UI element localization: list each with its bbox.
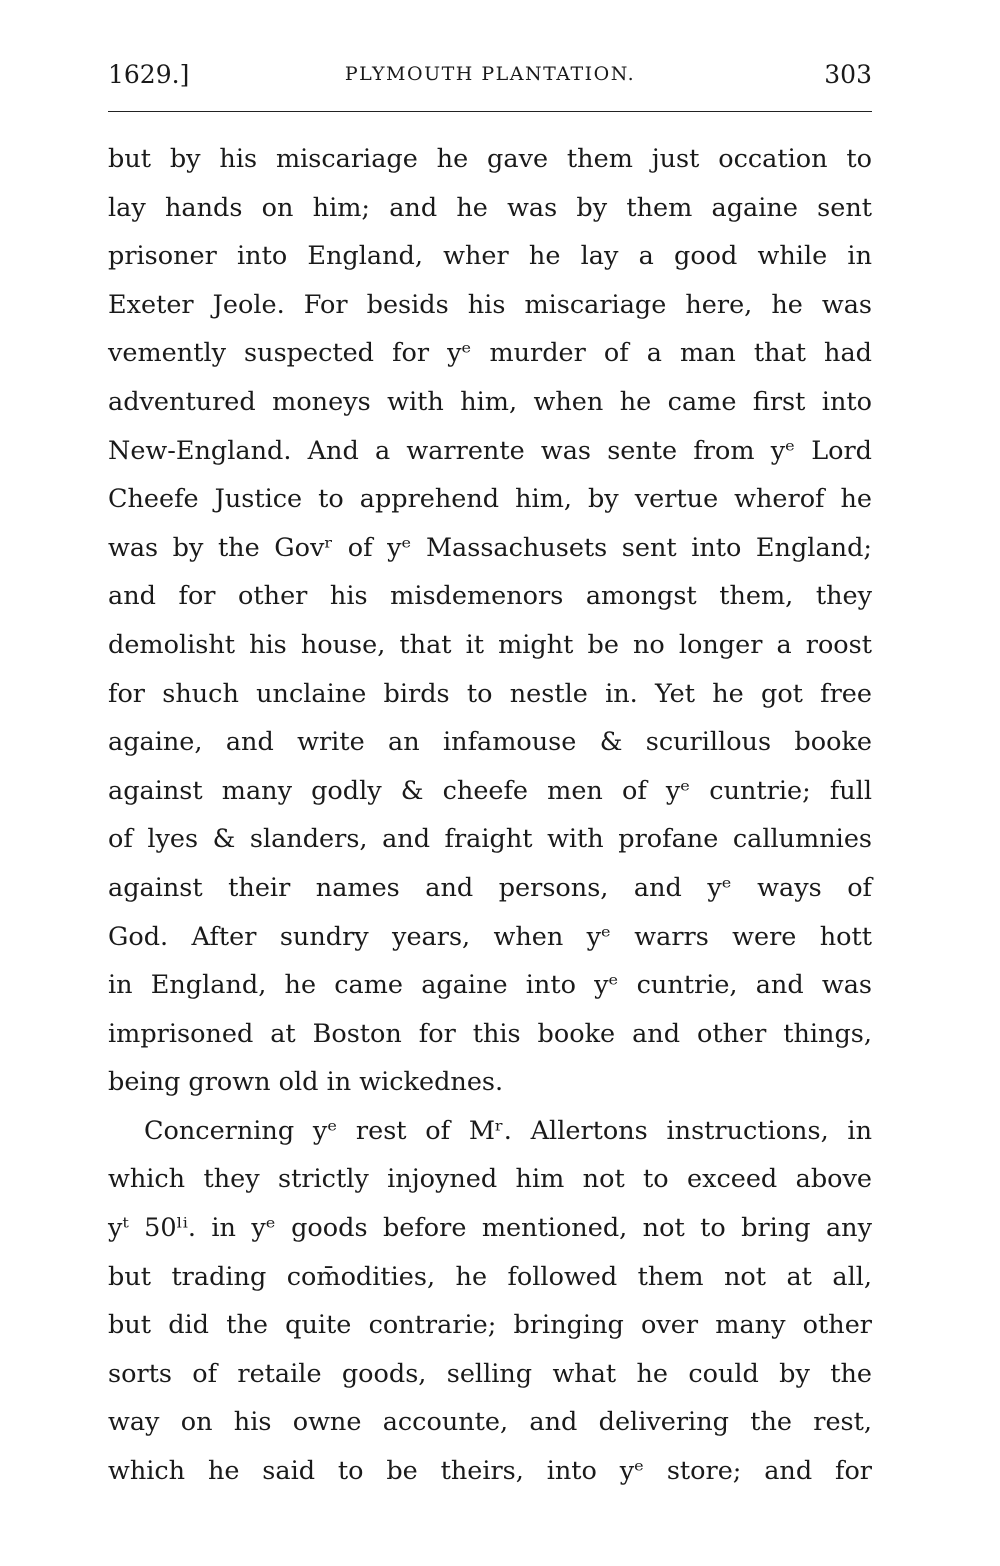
text-line: sorts of retaile goods, selling what he could by the — [108, 1358, 872, 1389]
text-line: Concerning yᵉ rest of Mʳ. Allertons instructions, in — [144, 1115, 872, 1146]
text-line: lay hands on him; and he was by them againe sent — [108, 192, 872, 223]
text-line: and for other his misdemenors amongst them, they — [108, 581, 872, 612]
paragraph-2 — [108, 1107, 872, 1496]
page-number: 303 — [824, 60, 872, 89]
text-line: demolisht his house, that it might be no longer a roost — [108, 629, 872, 660]
paragraph-1 — [108, 135, 872, 1107]
text-line: but did the quite contrarie; bringing over many other — [108, 1310, 872, 1341]
text-line: prisoner into England, wher he lay a good while in — [108, 241, 872, 272]
text-line: being grown old in wickednes. — [108, 1067, 504, 1098]
text-line: God. After sundry years, when yᵉ warrs were hott — [108, 921, 872, 952]
text-line: but by his miscariage he gave them just occation to — [108, 144, 872, 174]
text-line: vemently suspected for yᵉ murder of a man that had — [108, 338, 872, 369]
text-line: but trading com̄odities, he followed them not at all, — [108, 1261, 872, 1292]
text-line: was by the Govʳ of yᵉ Massachusets sent into England; — [108, 532, 872, 563]
text-line: againe, and write an infamouse & scurillous booke — [108, 727, 872, 758]
text-line: Exeter Jeole. For besids his miscariage here, he was — [108, 289, 872, 320]
text-line: in England, he came againe into yᵉ cuntrie, and was — [108, 970, 872, 1001]
text-line: of lyes & slanders, and fraight with profane callumnies — [108, 824, 872, 855]
text-line: for shuch unclaine birds to nestle in. Yet he got free — [108, 678, 872, 709]
text-line: imprisoned at Boston for this booke and other things, — [108, 1018, 872, 1049]
header-year: 1629.] — [108, 60, 190, 89]
text-line: adventured moneys with him, when he came first into — [108, 386, 872, 417]
text-line: which he said to be theirs, into yᵉ store; and for — [108, 1456, 872, 1487]
body-text — [108, 135, 872, 1496]
running-header — [108, 60, 872, 94]
text-line: way on his owne accounte, and delivering the rest, — [108, 1407, 872, 1438]
header-title: PLYMOUTH PLANTATION. — [344, 63, 636, 85]
text-line: yᵗ 50ˡⁱ. in yᵉ goods before mentioned, not to bring any — [108, 1213, 872, 1244]
text-line: which they strictly injoyned him not to exceed above — [108, 1164, 872, 1195]
text-line: New-England. And a warrente was sente from yᵉ Lord — [108, 435, 872, 466]
text-line: against many godly & cheefe men of yᵉ cuntrie; full — [108, 775, 872, 806]
text-line: Cheefe Justice to apprehend him, by vertue wherof he — [108, 484, 872, 515]
text-line: against their names and persons, and yᵉ ways of — [108, 872, 872, 903]
header-rule — [108, 111, 872, 112]
